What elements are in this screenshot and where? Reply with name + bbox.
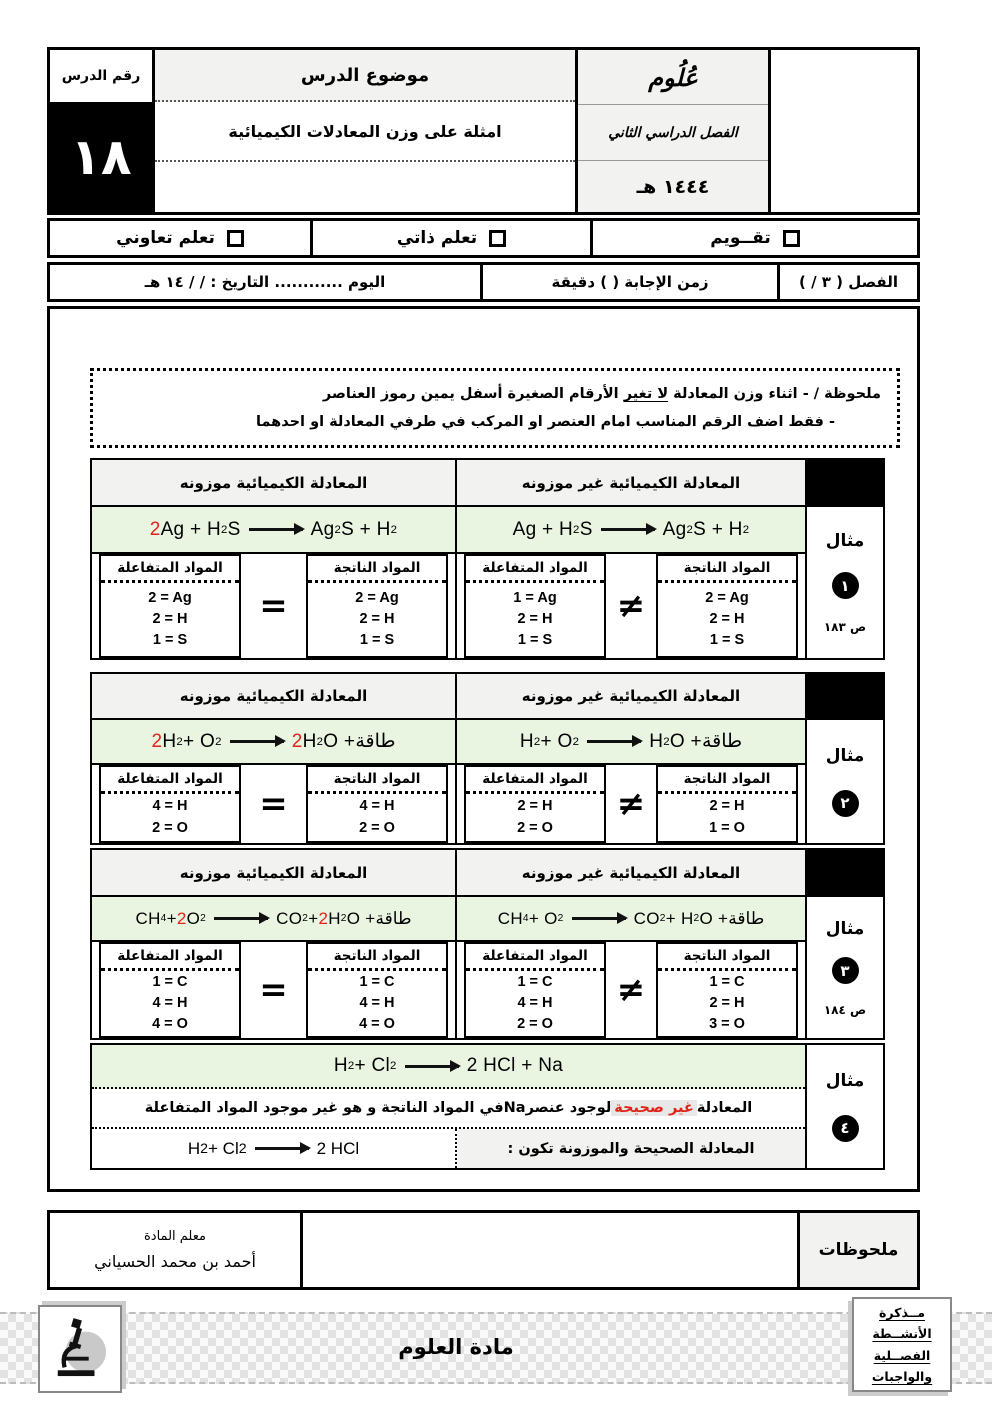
products-header: المواد الناتجة bbox=[308, 944, 446, 971]
atom-count-row: 2 = H bbox=[709, 798, 745, 815]
microscope-logo-box bbox=[38, 1305, 122, 1393]
equation-token: المعادلة bbox=[696, 1100, 753, 1116]
unbalanced-counts bbox=[457, 554, 805, 658]
note-box bbox=[90, 368, 900, 448]
atom-count-row: 4 = H bbox=[359, 994, 395, 1011]
unbalanced-equation bbox=[457, 897, 805, 940]
teacher-label: معلم المادة bbox=[144, 1229, 206, 1244]
equation-token: 2 bbox=[390, 523, 398, 536]
equation-token: 2 HCl bbox=[316, 1138, 360, 1158]
equation-token: طاقة bbox=[728, 908, 765, 928]
products-header: المواد الناتجة bbox=[658, 556, 796, 583]
equation-token: 2 HCl + Na bbox=[466, 1055, 564, 1076]
equation-token: O + bbox=[323, 730, 356, 752]
equation-token: 2 bbox=[302, 913, 309, 924]
products-count-box bbox=[306, 765, 448, 843]
atom-count-row: 4 = H bbox=[152, 798, 188, 815]
example-number-badge: ٤ bbox=[832, 1115, 859, 1142]
equation-token: + O bbox=[540, 730, 573, 752]
subject-column bbox=[578, 50, 771, 212]
example-3-equation-row bbox=[92, 897, 805, 942]
stamp-line: والواجبات bbox=[871, 1368, 933, 1384]
atom-count-row: 1 = C bbox=[359, 973, 395, 990]
atom-count-row: 2 = O bbox=[359, 819, 395, 836]
reactants-values bbox=[101, 971, 239, 1036]
equation-token: Ag bbox=[662, 518, 687, 540]
equation-token: 2 bbox=[686, 523, 694, 536]
example-3-table bbox=[90, 848, 885, 1040]
balanced-counts bbox=[92, 554, 457, 658]
atom-count-row: 4 = O bbox=[359, 1016, 395, 1032]
note-line-1 bbox=[109, 386, 881, 402]
strategy-self bbox=[313, 221, 593, 255]
balanced-equation bbox=[92, 720, 457, 763]
equation-token: S + H bbox=[341, 518, 391, 540]
equation-token: 2 bbox=[742, 523, 750, 536]
reaction-arrow bbox=[405, 1065, 459, 1068]
products-count-box bbox=[306, 942, 448, 1038]
reactants-count-box bbox=[99, 554, 241, 658]
balanced-counts bbox=[92, 942, 457, 1038]
reaction-arrow bbox=[249, 528, 303, 531]
semester-label: الفصل الدراسي الثاني bbox=[578, 105, 768, 161]
products-count-box bbox=[656, 942, 798, 1038]
subject-band-title: مادة العلوم bbox=[398, 1335, 514, 1359]
example-3-badge bbox=[807, 897, 883, 1038]
products-values bbox=[308, 794, 446, 841]
products-values bbox=[658, 971, 796, 1036]
equation-token: H bbox=[302, 730, 317, 752]
equation-token: 2 bbox=[149, 518, 161, 540]
atom-count-row: 4 = H bbox=[359, 798, 395, 815]
header-empty-cell bbox=[771, 50, 917, 212]
footer-empty-cell bbox=[303, 1213, 800, 1287]
equation-token: 2 bbox=[533, 735, 541, 748]
atom-count-row: 4 = O bbox=[152, 1016, 188, 1032]
example-4-side bbox=[807, 1045, 883, 1168]
products-values bbox=[658, 794, 796, 841]
self-learning-label: تعلم ذاتي bbox=[396, 228, 478, 248]
reaction-arrow bbox=[214, 917, 268, 920]
equation-token: 2 bbox=[572, 735, 580, 748]
products-header: المواد الناتجة bbox=[658, 767, 796, 794]
atom-count-row: 1 = C bbox=[152, 973, 188, 990]
reactants-header: المواد المتفاعلة bbox=[466, 556, 604, 583]
evaluation-label: تقــويم bbox=[710, 228, 771, 248]
header-table bbox=[47, 47, 920, 215]
reactants-count-box bbox=[464, 554, 606, 658]
teacher-name: أحمد بن محمد الحسياني bbox=[94, 1252, 256, 1271]
equation-token: 4 bbox=[160, 913, 167, 924]
equation-token: CH bbox=[497, 908, 523, 928]
atom-count-row: 3 = O bbox=[709, 1016, 745, 1032]
equation-token: 2 bbox=[340, 913, 347, 924]
cooperative-checkbox[interactable] bbox=[227, 230, 244, 247]
equation-token: طاقة bbox=[355, 731, 396, 752]
equation-token: غير صحيحة bbox=[611, 1100, 697, 1116]
unbalanced-header: المعادلة الكيميائية غير موزونه bbox=[521, 687, 741, 705]
reaction-arrow bbox=[587, 740, 641, 743]
equation-token: 2 bbox=[318, 908, 329, 928]
products-count-box bbox=[656, 554, 798, 658]
example-4-main bbox=[92, 1045, 807, 1168]
stamp-line: مــذكرة bbox=[879, 1305, 925, 1321]
page-reference: ص ١٨٤ bbox=[823, 1002, 867, 1017]
evaluation-checkbox[interactable] bbox=[783, 230, 800, 247]
products-header: المواد الناتجة bbox=[658, 944, 796, 971]
example-label: مثال bbox=[825, 746, 865, 767]
atom-count-row: 2 = H bbox=[709, 994, 745, 1011]
reaction-arrow bbox=[230, 740, 284, 743]
equation-token: S bbox=[579, 518, 593, 540]
products-header: المواد الناتجة bbox=[308, 556, 446, 583]
example-2-table bbox=[90, 672, 885, 845]
note-line-2: - فقط اضف الرقم المناسب امام العنصر او المركب في طرفي المعادلة او احدهما bbox=[256, 413, 835, 430]
equation-token: 2 bbox=[316, 735, 324, 748]
not-equal-sign: ≠ bbox=[616, 784, 646, 824]
strategy-cooperative bbox=[50, 221, 313, 255]
side-black-cell bbox=[807, 850, 883, 897]
equation-token: O + bbox=[699, 908, 729, 928]
stamp-line: الأنشــطة bbox=[872, 1326, 932, 1342]
example-1-side bbox=[807, 460, 883, 658]
not-equal-sign: ≠ bbox=[616, 970, 646, 1010]
example-3-main bbox=[92, 850, 807, 1038]
equation-token: Ag + H bbox=[160, 518, 221, 540]
example-1-main bbox=[92, 460, 807, 658]
example-3-counts-row bbox=[92, 942, 805, 1038]
atom-count-row: 1 = S bbox=[709, 632, 745, 648]
lesson-number-value: ١٨ bbox=[50, 102, 152, 212]
equation-token: 2 bbox=[200, 913, 207, 924]
subject-logo: عُلُوم bbox=[578, 50, 768, 105]
example-1-header-row bbox=[92, 460, 805, 507]
equation-token: 2 bbox=[200, 1140, 209, 1157]
equation-token: 2 bbox=[334, 523, 342, 536]
reactants-header: المواد المتفاعلة bbox=[101, 556, 239, 583]
equal-sign: = bbox=[259, 970, 288, 1010]
atom-count-row: 1 = S bbox=[359, 632, 395, 648]
equation-token: 2 bbox=[176, 908, 187, 928]
reactants-values bbox=[466, 794, 604, 841]
atom-count-row: 4 = H bbox=[152, 994, 188, 1011]
unbalanced-counts bbox=[457, 765, 805, 843]
reactants-values bbox=[466, 583, 604, 656]
correct-equation-label: المعادلة الصحيحة والموزونة تكون : bbox=[457, 1129, 805, 1168]
topic-empty-row bbox=[155, 162, 575, 212]
example-2-main bbox=[92, 674, 807, 843]
example-4-correct-row bbox=[92, 1129, 805, 1168]
equation-token: CO bbox=[633, 908, 660, 928]
correct-equation bbox=[92, 1129, 457, 1168]
strategy-evaluation bbox=[593, 221, 917, 255]
equation-token: + Cl bbox=[354, 1055, 391, 1076]
equation-token: 2 bbox=[573, 523, 580, 536]
atom-count-row: 2 = O bbox=[152, 819, 188, 836]
not-equal-sign: ≠ bbox=[616, 586, 646, 626]
balanced-header: المعادلة الكيميائية موزونه bbox=[92, 460, 457, 505]
lesson-number-label: رقم الدرس bbox=[61, 68, 141, 84]
equation-token: 2 bbox=[215, 735, 222, 748]
atom-count-row: 2 = O bbox=[517, 819, 553, 836]
equation-token: 4 bbox=[522, 913, 529, 924]
reaction-arrow bbox=[601, 528, 655, 531]
page-reference: ص ١٨٣ bbox=[823, 620, 867, 634]
equation-token: 2 bbox=[291, 730, 303, 752]
atom-count-row: 1 = C bbox=[709, 973, 745, 990]
equation-token: ملحوظة / - اثناء وزن المعادلة bbox=[668, 386, 881, 403]
teacher-cell bbox=[50, 1213, 303, 1287]
equation-token: H bbox=[333, 1055, 348, 1076]
atom-count-row: 1 = Ag bbox=[513, 589, 557, 606]
products-count-box bbox=[306, 554, 448, 658]
reactants-values bbox=[101, 583, 239, 656]
example-label: مثال bbox=[825, 1071, 865, 1092]
unbalanced-header: المعادلة الكيميائية غير موزونه bbox=[521, 863, 741, 882]
reactants-count-box bbox=[99, 765, 241, 843]
example-2-header-row bbox=[92, 674, 805, 720]
balanced-header: المعادلة الكيميائية موزونه bbox=[92, 674, 457, 718]
example-1-badge bbox=[807, 507, 883, 658]
balanced-counts bbox=[92, 765, 457, 843]
reactants-header: المواد المتفاعلة bbox=[101, 944, 239, 971]
equation-token: Ag bbox=[310, 518, 335, 540]
equation-token: 2 bbox=[151, 730, 163, 752]
atom-count-row: 1 = S bbox=[152, 632, 188, 648]
equation-token: Na bbox=[503, 1100, 526, 1116]
example-1-table bbox=[90, 458, 885, 660]
reactants-header: المواد المتفاعلة bbox=[101, 767, 239, 794]
equation-token: 2 bbox=[176, 735, 184, 748]
side-black-cell bbox=[807, 460, 883, 507]
strategy-row bbox=[47, 218, 920, 258]
reaction-arrow bbox=[572, 917, 626, 920]
side-black-cell bbox=[807, 674, 883, 720]
notes-label: ملحوظات bbox=[800, 1213, 917, 1287]
atom-count-row: 2 = H bbox=[359, 610, 395, 627]
products-values bbox=[308, 583, 446, 656]
atom-count-row: 2 = Ag bbox=[355, 589, 399, 606]
class-field: الفصل ( ٣ / ) bbox=[799, 273, 898, 291]
equation-token: + O bbox=[528, 908, 558, 928]
equation-token: + bbox=[166, 908, 177, 928]
microscope-icon bbox=[51, 1317, 109, 1381]
equation-token: H bbox=[187, 1138, 201, 1158]
equation-token: الأرقام الصغيرة أسفل يمين رموز العناصر bbox=[322, 386, 624, 403]
example-1-equation-row bbox=[92, 507, 805, 554]
atom-count-row: 2 = H bbox=[152, 610, 188, 627]
equation-token: 2 bbox=[347, 1060, 355, 1072]
example-4-badge bbox=[807, 1045, 883, 1168]
unbalanced-counts bbox=[457, 942, 805, 1038]
equation-token: في المواد الناتجة و هو غير موجود المواد المتفاعلة bbox=[144, 1100, 504, 1116]
example-3-side bbox=[807, 850, 883, 1038]
example-3-header-row bbox=[92, 850, 805, 897]
equation-token: O + bbox=[346, 908, 376, 928]
equation-token: 2 bbox=[390, 1060, 397, 1072]
unbalanced-header: المعادلة الكيميائية غير موزونه bbox=[521, 473, 741, 492]
lesson-number-column bbox=[50, 50, 155, 212]
example-number-badge: ٢ bbox=[832, 790, 859, 817]
wrong-equation bbox=[334, 1055, 563, 1077]
equation-token: 2 bbox=[220, 523, 228, 536]
balanced-equation bbox=[92, 897, 457, 940]
equation-token: O bbox=[186, 908, 201, 928]
equation-token: CO bbox=[276, 908, 303, 928]
example-number-badge: ٣ bbox=[832, 957, 859, 984]
atom-count-row: 4 = H bbox=[517, 994, 553, 1011]
atom-count-row: 2 = Ag bbox=[705, 589, 749, 606]
equation-token: لا تغير bbox=[623, 386, 669, 403]
example-number-badge: ١ bbox=[832, 572, 859, 599]
equation-token: 2 bbox=[238, 1140, 247, 1157]
atom-count-row: 1 = C bbox=[517, 973, 553, 990]
equation-token: H bbox=[162, 730, 177, 752]
products-values bbox=[308, 971, 446, 1036]
equation-token: طاقة bbox=[701, 731, 743, 752]
equation-token: طاقة bbox=[375, 908, 412, 928]
example-2-side bbox=[807, 674, 883, 843]
equation-token: O + bbox=[669, 730, 702, 752]
equation-token: 2 bbox=[557, 913, 564, 924]
info-row bbox=[47, 262, 920, 302]
atom-count-row: 1 = S bbox=[517, 632, 553, 648]
reactants-count-box bbox=[464, 765, 606, 843]
balanced-header: المعادلة الكيميائية موزونه bbox=[92, 850, 457, 895]
equation-token: H bbox=[328, 908, 341, 928]
example-4-explanation bbox=[92, 1089, 805, 1129]
equation-token: CH bbox=[135, 908, 161, 928]
products-header: المواد الناتجة bbox=[308, 767, 446, 794]
equation-token: 2 bbox=[659, 913, 666, 924]
equation-token: 2 bbox=[693, 913, 700, 924]
equation-token: 2 bbox=[663, 735, 670, 748]
example-2-badge bbox=[807, 720, 883, 843]
reactants-values bbox=[466, 971, 604, 1036]
footer-table bbox=[47, 1210, 920, 1290]
topic-column bbox=[155, 50, 578, 212]
reactants-count-box bbox=[99, 942, 241, 1038]
atom-count-row: 2 = O bbox=[517, 1016, 553, 1032]
atom-count-row: 2 = Ag bbox=[148, 589, 192, 606]
reactants-header: المواد المتفاعلة bbox=[466, 944, 604, 971]
products-count-box bbox=[656, 765, 798, 843]
example-2-equation-row bbox=[92, 720, 805, 765]
day-date-field: اليوم ............ التاريخ : / / ١٤ هـ bbox=[50, 265, 483, 299]
self-learning-checkbox[interactable] bbox=[489, 230, 506, 247]
equation-token: لوجود عنصر bbox=[525, 1100, 612, 1116]
answer-time-field: زمن الإجابة ( ) دقيقة bbox=[483, 265, 780, 299]
example-4-table bbox=[90, 1043, 885, 1170]
equation-token: S bbox=[227, 518, 241, 540]
equation-token: H bbox=[649, 730, 664, 752]
balanced-equation bbox=[92, 507, 457, 552]
year-label: ١٤٤٤ هـ bbox=[636, 175, 710, 198]
unbalanced-equation bbox=[457, 507, 805, 552]
unbalanced-equation bbox=[457, 720, 805, 763]
atom-count-row: 2 = H bbox=[517, 798, 553, 815]
equal-sign: = bbox=[259, 586, 288, 626]
cooperative-label: تعلم تعاوني bbox=[116, 228, 215, 248]
topic-label: موضوع الدرس bbox=[155, 50, 575, 102]
example-2-counts-row bbox=[92, 765, 805, 843]
equation-token: S + H bbox=[693, 518, 743, 540]
example-1-counts-row bbox=[92, 554, 805, 658]
products-values bbox=[658, 583, 796, 656]
equation-token: H bbox=[519, 730, 534, 752]
atom-count-row: 2 = H bbox=[517, 610, 553, 627]
reaction-arrow bbox=[255, 1147, 309, 1150]
topic-title: امثلة على وزن المعادلات الكيميائية bbox=[155, 102, 575, 162]
reactants-values bbox=[101, 794, 239, 841]
example-label: مثال bbox=[825, 531, 865, 551]
example-label: مثال bbox=[825, 918, 865, 939]
atom-count-row: 2 = H bbox=[709, 610, 745, 627]
stamp-line: الفصــلية bbox=[873, 1347, 931, 1363]
equation-token: + O bbox=[183, 730, 216, 752]
equation-token: + Cl bbox=[208, 1138, 239, 1158]
reactants-header: المواد المتفاعلة bbox=[466, 767, 604, 794]
equal-sign: = bbox=[259, 784, 288, 824]
notebook-stamp-box bbox=[852, 1297, 952, 1392]
example-4-equation-row bbox=[92, 1045, 805, 1089]
reactants-count-box bbox=[464, 942, 606, 1038]
equation-token: Ag + H bbox=[512, 518, 574, 540]
atom-count-row: 1 = O bbox=[709, 819, 745, 836]
equation-token: + H bbox=[665, 908, 694, 928]
equation-token: + bbox=[308, 908, 319, 928]
